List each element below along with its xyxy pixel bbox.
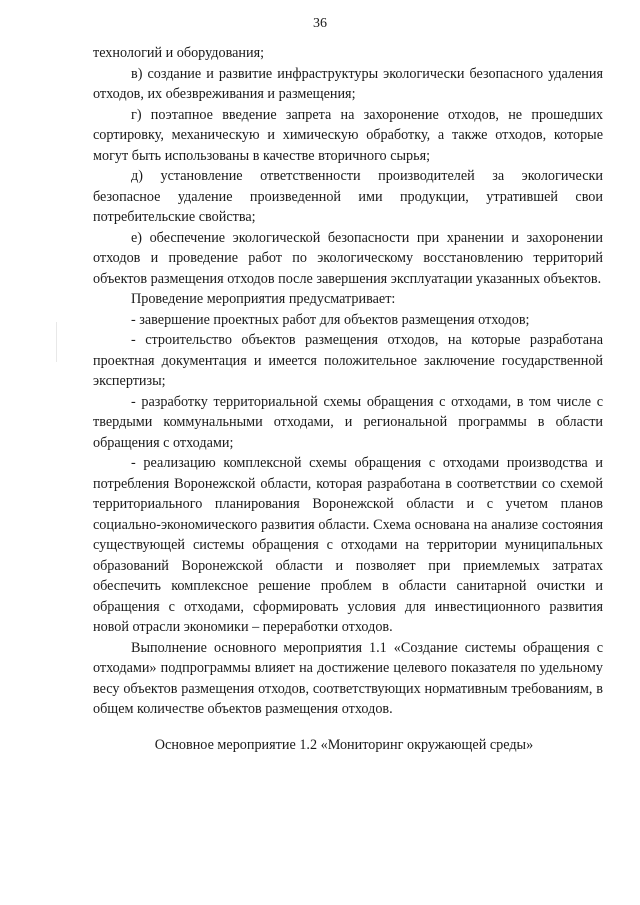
paragraph-item-g: г) поэтапное введение запрета на захоронение отходов, не прошедших сортировку, механическую и химическую обработку, а также отходов, которые могут быть использованы в качестве вторичного сырья;	[93, 106, 603, 164]
section-heading: Основное мероприятие 1.2 «Мониторинг окружающей среды»	[154, 736, 534, 753]
paragraph-item-v: в) создание и развитие инфраструктуры экологически безопасного удаления отходов, их обезвреживания и размещения;	[93, 65, 603, 102]
document-body	[93, 43, 603, 755]
list-item-construction: - строительство объектов размещения отходов, на которые разработана проектная документация и имеется положительное заключение государственной экспертизы;	[93, 332, 603, 389]
paragraph-measure-1-1-outcome: Выполнение основного мероприятия 1.1 «Создание системы обращения с отходами» подпрограммы влияет на достижение целевого показателя по удельному весу объектов размещения отходов, соответствующих нормативным требованиям, в общем количестве объектов размещения отходов.	[93, 639, 603, 717]
paragraph-item-e: е) обеспечение экологической безопасности при хранении и захоронении отходов и проведение работ по экологическому восстановлению территорий объектов размещения отходов после завершения эксплуатации указанных объектов.	[93, 229, 603, 287]
page-number: 36	[313, 16, 327, 31]
list-item-territorial-scheme: - разработку территориальной схемы обращения с отходами, в том числе с твердыми коммунальными отходами, и региональной программы в области обращения с отходами;	[93, 393, 603, 451]
paragraph-measures-intro: Проведение мероприятия предусматривает:	[131, 291, 396, 307]
margin-mark	[56, 322, 57, 362]
paragraph-item-d: д) установление ответственности производителей за экологически безопасное удаление произведенной ими продукции, утратившей свои потребительские свойства;	[93, 168, 603, 225]
paragraph-continuation: технологий и оборудования;	[93, 45, 265, 61]
list-item-design-works: - завершение проектных работ для объектов размещения отходов;	[131, 311, 530, 328]
list-item-complex-scheme: - реализацию комплексной схемы обращения с отходами производства и потребления Воронежской области, которая разработана в соответствии со схемой территориального планирования Воронежской области и с учетом планов социально-экономического развития области. Схема основана на анализе состояния существующей системы обращения с отходами на территории муниципальных образований Воронежской области и позволяет при приемлемых затратах обеспечить комплексное решение проблем в области санитарной очистки и обращения с отходами, сформировать условия для инвестиционного развития новой отрасли экономики – переработки отходов.	[93, 455, 603, 635]
